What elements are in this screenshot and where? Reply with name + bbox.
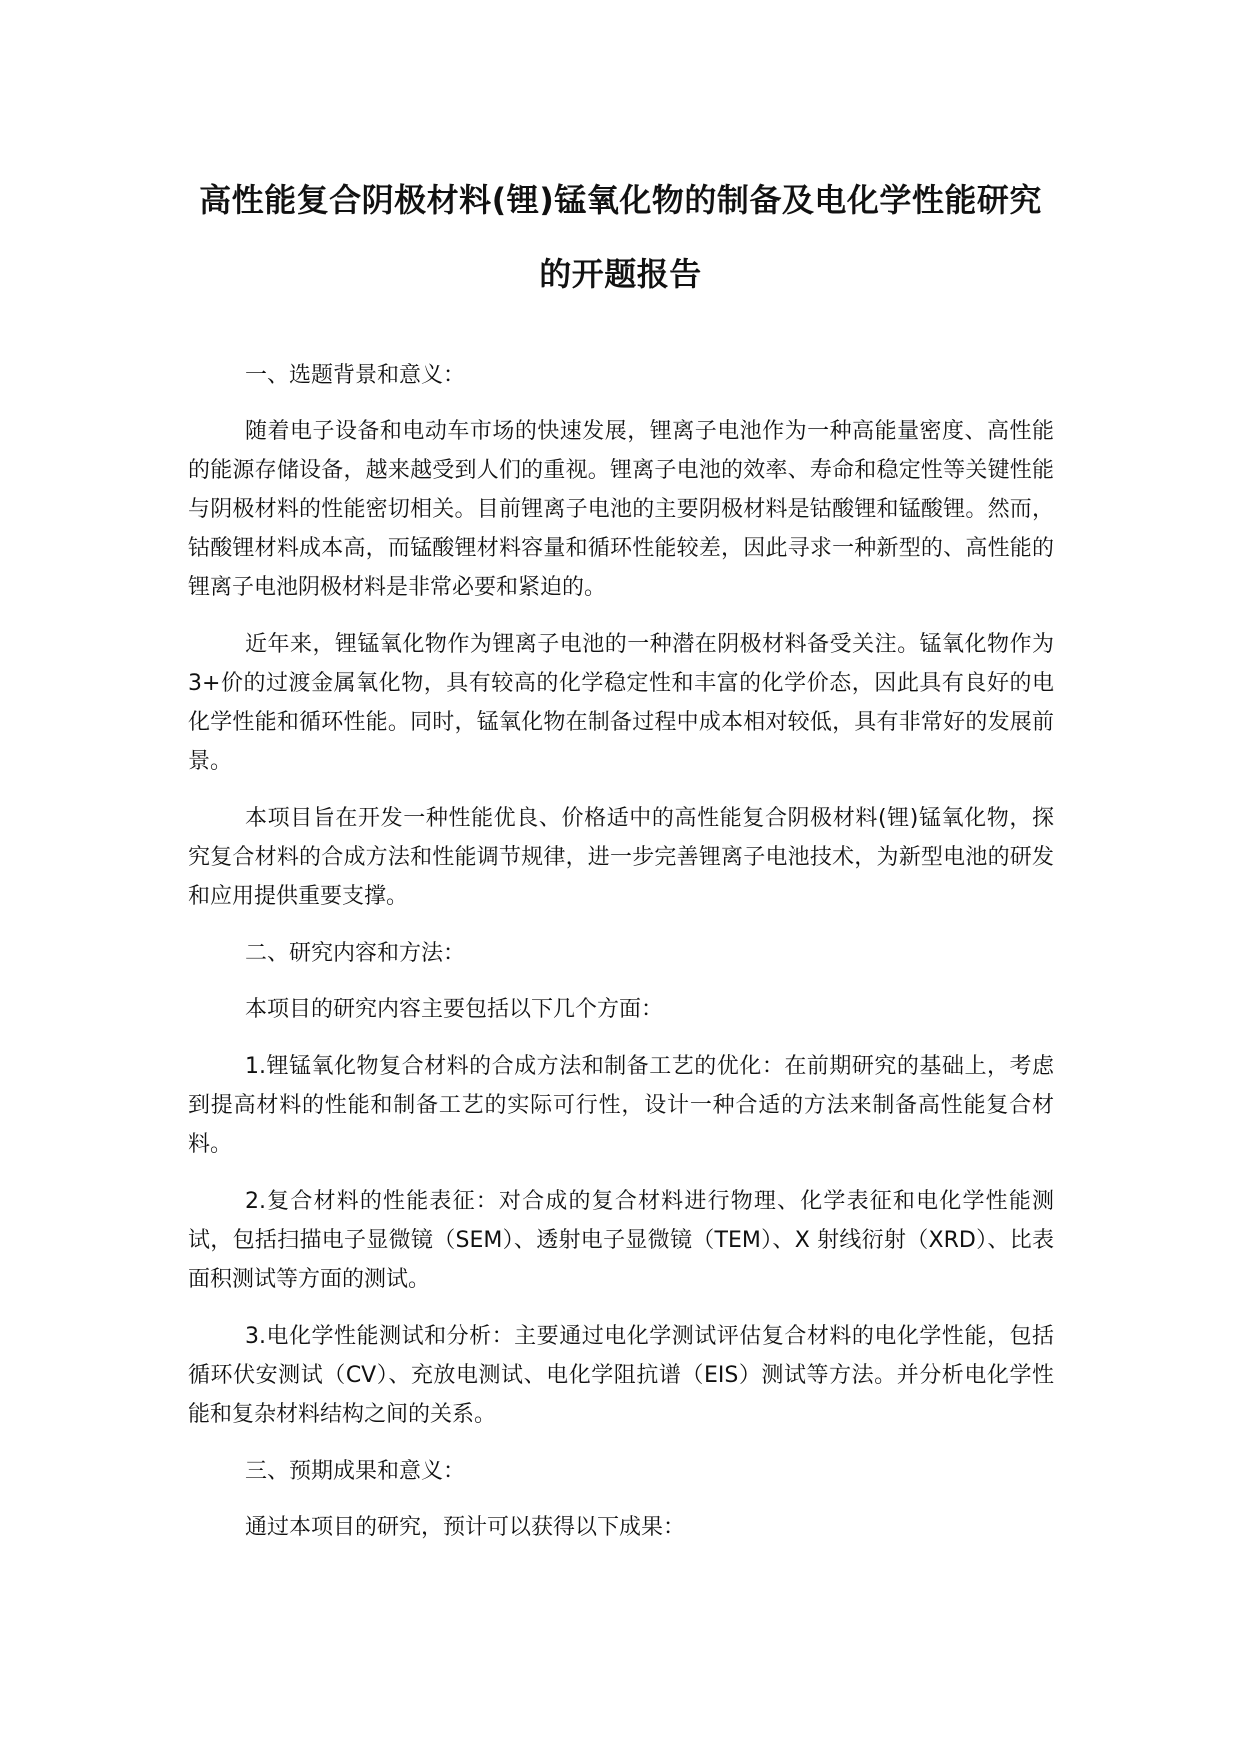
section-heading-methods: 二、研究内容和方法： xyxy=(245,941,466,966)
document-title-line-1: 高性能复合阴极材料(锂)锰氧化物的制备及电化学性能研究 xyxy=(199,181,1042,219)
section-heading-outcomes: 三、预期成果和意义： xyxy=(245,1459,466,1484)
paragraph-methods-item-2: 2.复合材料的性能表征：对合成的复合材料进行物理、化学表征和电化学性能测试，包括扫描电子显微镜（SEM）、透射电子显微镜（TEM）、X 射线衍射（XRD）、比表面积测试等方面的测试。 xyxy=(188,1189,1054,1292)
document-body xyxy=(188,356,1054,1565)
paragraph-background-1: 随着电子设备和电动车市场的快速发展，锂离子电池作为一种高能量密度、高性能的能源存储设备，越来越受到人们的重视。锂离子电池的效率、寿命和稳定性等关键性能与阴极材料的性能密切相关。目前锂离子电池的主要阴极材料是钴酸锂和锰酸锂。然而，钴酸锂材料成本高，而锰酸锂材料容量和循环性能较差，因此寻求一种新型的、高性能的锂离子电池阴极材料是非常必要和紧迫的。 xyxy=(188,419,1054,600)
document-title-line-2: 的开题报告 xyxy=(539,255,702,293)
paragraph-background-3: 本项目旨在开发一种性能优良、价格适中的高性能复合阴极材料(锂)锰氧化物，探究复合材料的合成方法和性能调节规律，进一步完善锂离子电池技术，为新型电池的研发和应用提供重要支撑。 xyxy=(188,806,1054,909)
section-heading-background: 一、选题背景和意义： xyxy=(245,363,466,388)
paragraph-methods-intro: 本项目的研究内容主要包括以下几个方面： xyxy=(245,997,664,1022)
paragraph-background-2: 近年来，锂锰氧化物作为锂离子电池的一种潜在阴极材料备受关注。锰氧化物作为 3+价的过渡金属氧化物，具有较高的化学稳定性和丰富的化学价态，因此具有良好的电化学性能和循环性能。同时，锰氧化物在制备过程中成本相对较低，具有非常好的发展前景。 xyxy=(188,632,1054,774)
paragraph-methods-item-3: 3.电化学性能测试和分析：主要通过电化学测试评估复合材料的电化学性能，包括循环伏安测试（CV）、充放电测试、电化学阻抗谱（EIS）测试等方法。并分析电化学性能和复杂材料结构之间的关系。 xyxy=(188,1324,1054,1427)
paragraph-outcomes-intro: 通过本项目的研究，预计可以获得以下成果： xyxy=(245,1515,686,1540)
paragraph-methods-item-1: 1.锂锰氧化物复合材料的合成方法和制备工艺的优化：在前期研究的基础上，考虑到提高材料的性能和制备工艺的实际可行性，设计一种合适的方法来制备高性能复合材料。 xyxy=(188,1054,1054,1157)
